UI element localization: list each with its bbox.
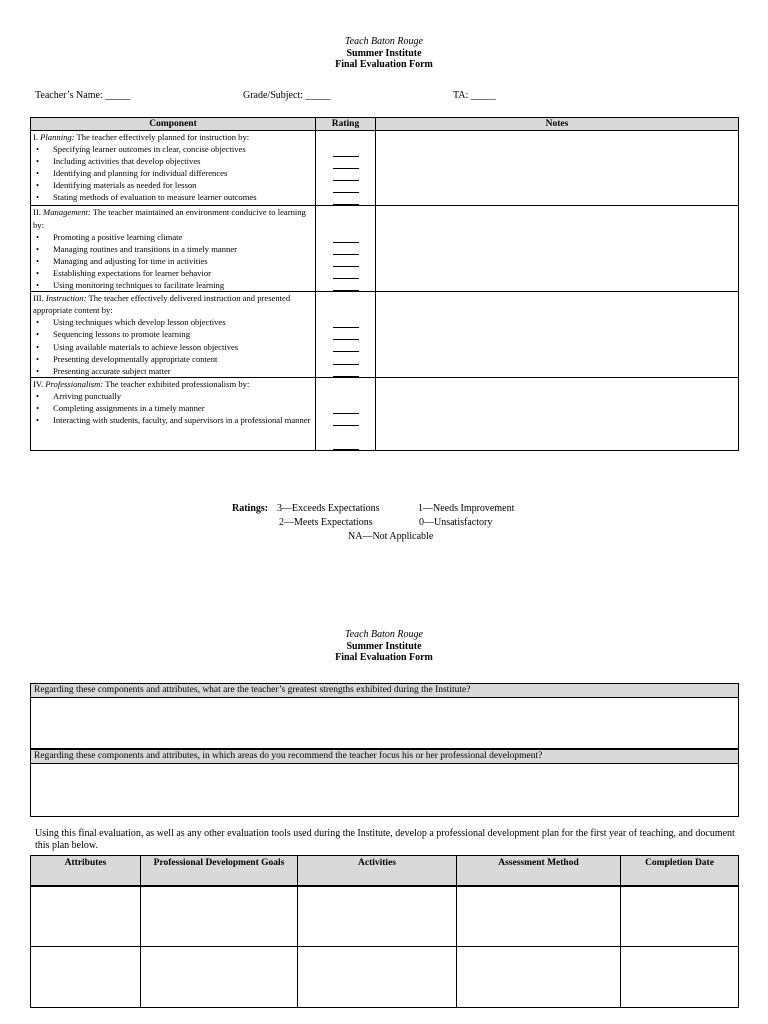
plan-cell[interactable] <box>298 886 457 947</box>
rating-blank[interactable] <box>333 267 359 279</box>
list-item: • Using techniques which develop lesson objectives <box>33 316 313 328</box>
list-item: • Managing and adjusting for time in activities <box>33 255 313 267</box>
strengths-question-box <box>30 683 739 749</box>
section-name: Professionalism: <box>45 378 104 389</box>
notes-cell[interactable] <box>376 131 739 206</box>
criteria-list <box>33 143 313 203</box>
strengths-answer-area[interactable] <box>31 698 738 748</box>
rating-cell <box>316 377 376 450</box>
plan-cell[interactable] <box>141 947 298 1008</box>
goals-header: Professional Development Goals <box>141 856 298 886</box>
criteria-list <box>33 316 313 376</box>
section-planning <box>31 131 739 206</box>
list-item: • Stating methods of evaluation to measure learner outcomes <box>33 191 313 203</box>
form-title: Final Evaluation Form <box>335 652 433 663</box>
list-item: • Arriving punctually <box>33 390 313 402</box>
plan-cell[interactable] <box>31 947 141 1008</box>
notes-cell[interactable] <box>376 377 739 450</box>
list-item: • Identifying materials as needed for lesson <box>33 179 313 191</box>
section-title <box>33 131 313 143</box>
focus-question: Regarding these components and attributes, in which areas do you recommend the teacher focus his or her professional development? <box>31 750 738 764</box>
section-intro: The teacher maintained an environment conducive to learning by: <box>33 207 306 230</box>
section-name: Planning: <box>40 132 75 142</box>
notes-cell[interactable] <box>376 292 739 378</box>
rating-blank[interactable] <box>333 181 359 193</box>
section-number: I. <box>33 132 39 142</box>
section-title <box>33 206 313 230</box>
rating-blank[interactable] <box>333 328 359 340</box>
rating-blank[interactable] <box>333 255 359 267</box>
section-number: II. <box>33 207 41 218</box>
rating-blanks <box>318 378 373 450</box>
rating-1-label: 1—Needs Improvement <box>418 503 515 514</box>
table-row <box>31 947 739 1008</box>
section-instruction <box>31 292 739 378</box>
list-item: • Promoting a positive learning climate <box>33 231 313 243</box>
form-title: Final Evaluation Form <box>335 59 433 70</box>
rating-header: Rating <box>316 118 376 131</box>
rating-blank[interactable] <box>333 365 359 377</box>
form-header <box>0 36 768 71</box>
plan-cell[interactable] <box>298 947 457 1008</box>
plan-cell[interactable] <box>31 886 141 947</box>
focus-answer-area[interactable] <box>31 764 738 816</box>
section-management <box>31 206 739 292</box>
evaluation-table-header <box>31 118 739 131</box>
list-item: • Including activities that develop objectives <box>33 155 313 167</box>
notes-header: Notes <box>376 118 739 131</box>
section-title <box>33 378 313 390</box>
component-header: Component <box>31 118 316 131</box>
rating-cell <box>316 292 376 378</box>
list-item: • Managing routines and transitions in a timely manner <box>33 243 313 255</box>
component-cell <box>31 292 316 378</box>
list-item: • Specifying learner outcomes in clear, concise objectives <box>33 143 313 155</box>
section-name: Management: <box>43 207 91 218</box>
plan-cell[interactable] <box>457 947 621 1008</box>
rating-blank[interactable] <box>333 169 359 181</box>
org-name: Teach Baton Rouge <box>345 629 423 640</box>
section-title <box>33 292 313 316</box>
rating-blank[interactable] <box>333 145 359 157</box>
list-item: • Establishing expectations for learner behavior <box>33 267 313 279</box>
rating-blank[interactable] <box>333 279 359 291</box>
section-name: Instruction: <box>45 293 87 304</box>
notes-cell[interactable] <box>376 206 739 292</box>
rating-cell <box>316 206 376 292</box>
rating-na-label: NA—Not Applicable <box>348 531 434 542</box>
section-intro: The teacher exhibited professionalism by: <box>105 378 250 389</box>
ta-field[interactable]: TA: _____ <box>453 90 496 101</box>
development-plan-table <box>30 855 739 1008</box>
teacher-name-field[interactable]: Teacher’s Name: _____ <box>35 90 131 101</box>
org-name: Teach Baton Rouge <box>345 36 423 47</box>
list-item: • Presenting accurate subject matter <box>33 365 313 377</box>
list-item: • Interacting with students, faculty, and supervisors in a professional manner <box>33 414 313 426</box>
grade-subject-field[interactable]: Grade/Subject: _____ <box>243 90 331 101</box>
plan-cell[interactable] <box>621 947 739 1008</box>
plan-instructions: Using this final evaluation, as well as any other evaluation tools used during the Institute, develop a professional development plan for the first year of teaching, and document this plan below. <box>35 828 735 851</box>
list-item: • Using monitoring techniques to facilitate learning <box>33 279 313 291</box>
section-number: IV. <box>33 378 44 389</box>
section-professionalism <box>31 377 739 450</box>
rating-blank[interactable] <box>333 243 359 255</box>
component-cell <box>31 377 316 450</box>
assessment-method-header: Assessment Method <box>457 856 621 886</box>
attributes-header: Attributes <box>31 856 141 886</box>
criteria-list <box>33 231 313 291</box>
rating-blank[interactable] <box>333 230 359 242</box>
rating-blanks <box>318 131 373 205</box>
rating-cell <box>316 131 376 206</box>
section-intro: The teacher effectively delivered instruction and presented appropriate content by: <box>33 293 291 316</box>
rating-blank[interactable] <box>333 340 359 352</box>
strengths-question: Regarding these components and attributes, what are the teacher’s greatest strengths exhibited during the Institute? <box>31 684 738 698</box>
rating-blanks <box>318 206 373 290</box>
rating-blank[interactable] <box>333 352 359 364</box>
program-name: Summer Institute <box>346 640 422 652</box>
list-item: • Completing assignments in a timely manner <box>33 402 313 414</box>
form-header-page-2 <box>0 629 768 664</box>
plan-table-header <box>31 856 739 886</box>
rating-2-label: 2—Meets Expectations <box>279 517 373 528</box>
activities-header: Activities <box>298 856 457 886</box>
rating-blank[interactable] <box>333 316 359 328</box>
plan-cell[interactable] <box>457 886 621 947</box>
rating-blank[interactable] <box>333 438 359 450</box>
component-cell <box>31 206 316 292</box>
program-name: Summer Institute <box>346 47 422 59</box>
rating-blank[interactable] <box>333 414 359 426</box>
plan-cell[interactable] <box>621 886 739 947</box>
component-cell <box>31 131 316 206</box>
table-row <box>31 886 739 947</box>
section-number: III. <box>33 293 44 304</box>
list-item: • Presenting developmentally appropriate content <box>33 353 313 365</box>
rating-blank[interactable] <box>333 402 359 414</box>
plan-cell[interactable] <box>141 886 298 947</box>
rating-blank[interactable] <box>333 157 359 169</box>
criteria-list <box>33 390 313 426</box>
list-item: • Identifying and planning for individual differences <box>33 167 313 179</box>
list-item: • Sequencing lessons to promote learning <box>33 328 313 340</box>
completion-date-header: Completion Date <box>621 856 739 886</box>
focus-question-box <box>30 749 739 817</box>
rating-0-label: 0—Unsatisfactory <box>419 517 493 528</box>
ratings-label: Ratings: <box>232 503 269 514</box>
evaluation-table <box>30 117 739 451</box>
list-item: • Using available materials to achieve lesson objectives <box>33 341 313 353</box>
rating-blank[interactable] <box>333 193 359 205</box>
section-intro: The teacher effectively planned for instruction by: <box>76 132 250 142</box>
rating-blanks <box>318 292 373 376</box>
rating-3-label: 3—Exceeds Expectations <box>277 503 380 514</box>
